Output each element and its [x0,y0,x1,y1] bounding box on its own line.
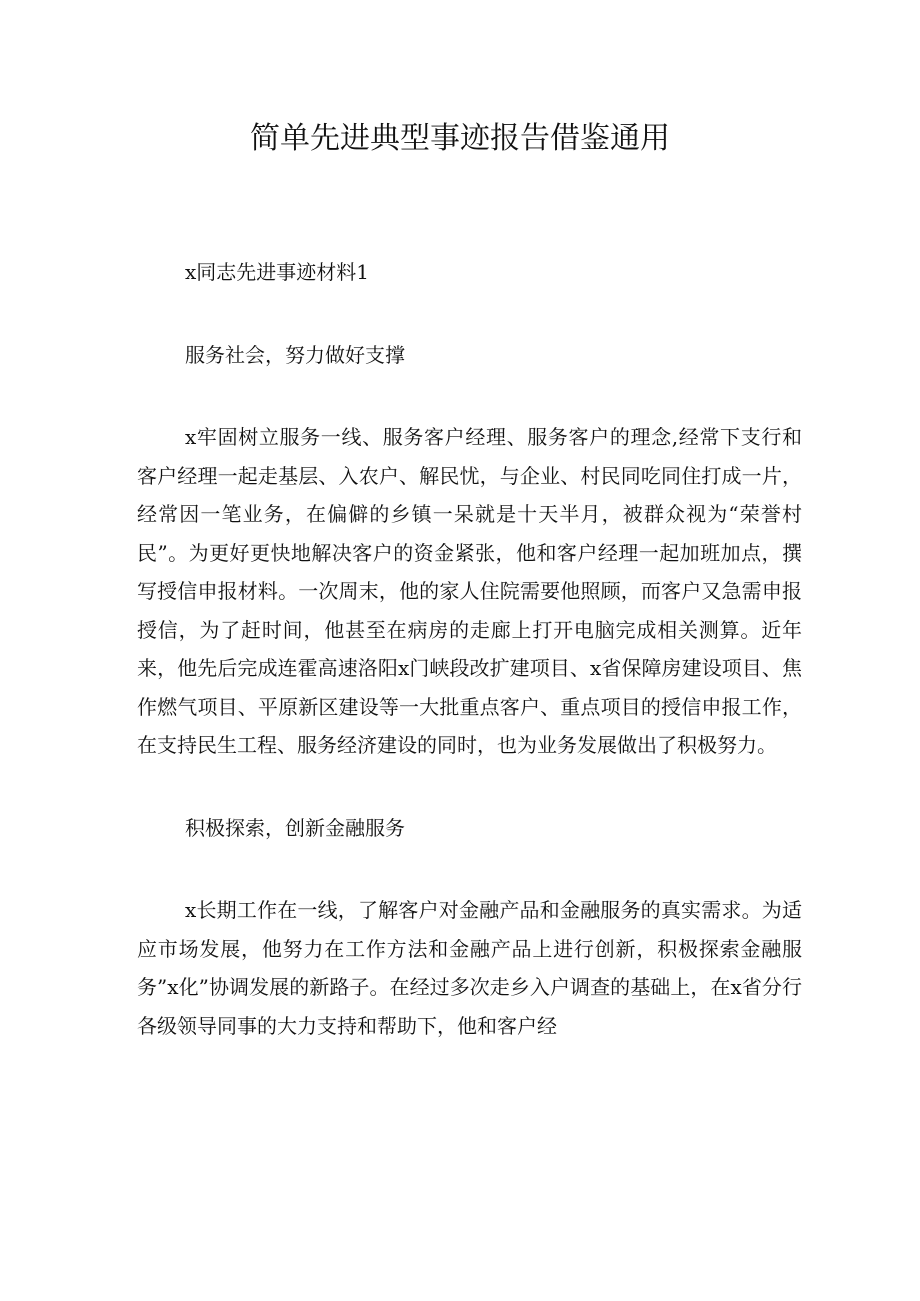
document-title: 简单先进典型事迹报告借鉴通用 [250,121,670,156]
paragraph-service: x牢固树立服务一线、服务客户经理、服务客户的理念,经常下支行和客户经理一起走基层、入农户、解民忧，与企业、村民同吃同住打成一片，经常因一笔业务，在偏僻的乡镇一呆就是十天半月，被群众视为“荣誉村民”。为更好更快地解决客户的资金紧张，他和客户经理一起加班加点，撰写授信申报材料。一次周末，他的家人住院需要他照顾，而客户又急需申报授信，为了赶时间，他甚至在病房的走廊上打开电脑完成相关测算。近年来，他先后完成连霍高速洛阳x门峡段改扩建项目、x省保障房建设项目、焦作燃气项目、平原新区建设等一大批重点客户、重点项目的授信申报工作，在支持民生工程、服务经济建设的同时，也为业务发展做出了积极努力。 [137,425,802,757]
document-body [137,253,802,1089]
material-heading: x同志先进事迹材料1 [185,260,370,284]
section-heading-innovation: 积极探索，创新金融服务 [185,815,405,840]
section-heading-service: 服务社会，努力做好支撑 [185,342,405,367]
paragraph-innovation: x长期工作在一线，了解客户对金融产品和金融服务的真实需求。为适应市场发展，他努力在工作方法和金融产品上进行创新，积极探索金融服务”x化”协调发展的新路子。在经过多次走乡入户调查的基础上，在x省分行各级领导同事的大力支持和帮助下，他和客户经 [137,898,802,1038]
